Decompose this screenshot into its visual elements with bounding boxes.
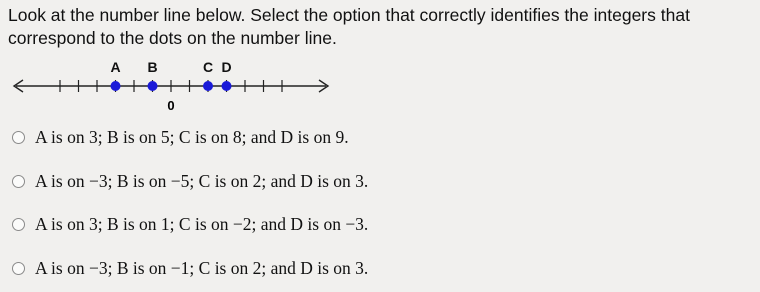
point-c [203, 59, 213, 91]
point-label: B [147, 59, 158, 75]
point-dot [148, 81, 158, 91]
radio-button[interactable] [12, 175, 25, 188]
option-3-text: A is on 3; B is on 1; C is on −2; and D is on −3. [35, 213, 369, 234]
radio-button[interactable] [12, 262, 25, 275]
point-b [147, 59, 157, 91]
option-2-text: A is on −3; B is on −5; C is on 2; and D is on 3. [35, 170, 369, 191]
option-2[interactable] [12, 170, 368, 192]
zero-label: 0 [167, 98, 175, 113]
option-1[interactable] [12, 126, 349, 148]
option-1-text: A is on 3; B is on 5; C is on 8; and D is on 9. [35, 126, 349, 147]
point-dot [203, 81, 213, 91]
option-3[interactable] [12, 213, 368, 235]
question-text: Look at the number line below. Select the option that correctly identifies the integers that correspond to the dots on the number line. [8, 5, 690, 48]
point-dot [111, 81, 121, 91]
point-label: A [110, 59, 121, 75]
point-a [110, 59, 120, 91]
point-d [221, 59, 231, 91]
radio-button[interactable] [12, 131, 25, 144]
point-label: D [221, 59, 232, 75]
option-4[interactable] [12, 257, 368, 279]
point-label: C [202, 59, 214, 75]
option-4-text: A is on −3; B is on −1; C is on 2; and D is on 3. [35, 257, 369, 278]
radio-button[interactable] [12, 218, 25, 231]
number-line [0, 56, 340, 116]
point-dot [222, 81, 232, 91]
